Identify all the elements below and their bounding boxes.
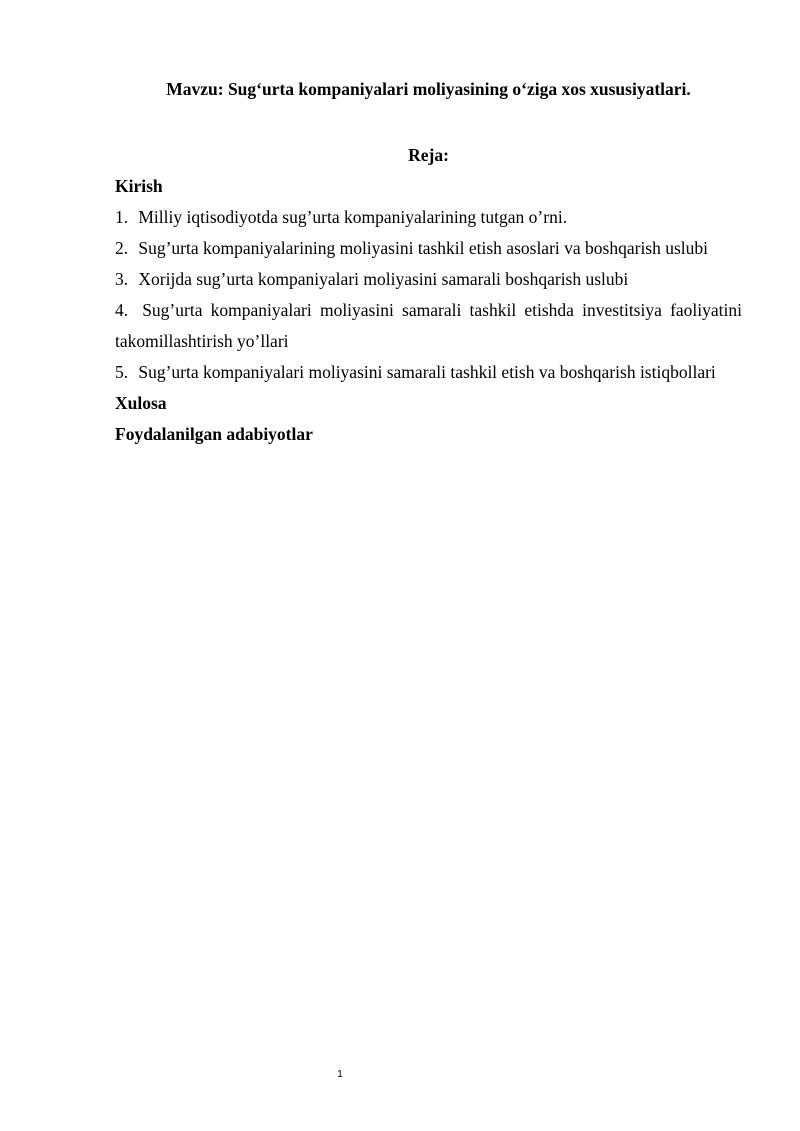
intro-heading: Kirish — [115, 176, 163, 196]
plan-item-3 — [115, 264, 742, 295]
plan-item-number: 4. — [115, 300, 129, 320]
plan-item-text: Sug’urta kompaniyalari moliyasini samarali tashkil etishda investitsiya faoliyatini takomillashtirish yo’llari — [115, 300, 742, 351]
document-title: Mavzu: Sug‘urta kompaniyalari moliyasining o‘ziga xos xususiyatlari. — [166, 79, 691, 99]
plan-heading: Reja: — [408, 145, 449, 165]
plan-item-4 — [115, 295, 742, 357]
plan-item-text: Milliy iqtisodiyotda sug’urta kompaniyalarining tutgan o’rni. — [138, 207, 568, 227]
plan-item-number: 3. — [115, 269, 129, 289]
plan-content — [115, 171, 742, 450]
plan-item-number: 2. — [115, 238, 129, 258]
references-heading: Foydalanilgan adabiyotlar — [115, 424, 313, 444]
plan-item-text: Sug’urta kompaniyalari moliyasini samarali tashkil etish va boshqarish istiqbollari — [138, 362, 716, 382]
plan-item-1 — [115, 202, 742, 233]
plan-item-number: 1. — [115, 207, 129, 227]
plan-item-5 — [115, 357, 742, 388]
plan-item-number: 5. — [115, 362, 129, 382]
plan-item-text: Sug’urta kompaniyalarining moliyasini tashkil etish asoslari va boshqarish uslubi — [138, 238, 709, 258]
conclusion-heading: Xulosa — [115, 393, 167, 413]
page-number: 1 — [337, 1069, 343, 1080]
plan-item-text: Xorijda sug’urta kompaniyalari moliyasini samarali boshqarish uslubi — [138, 269, 629, 289]
plan-item-2 — [115, 233, 742, 264]
